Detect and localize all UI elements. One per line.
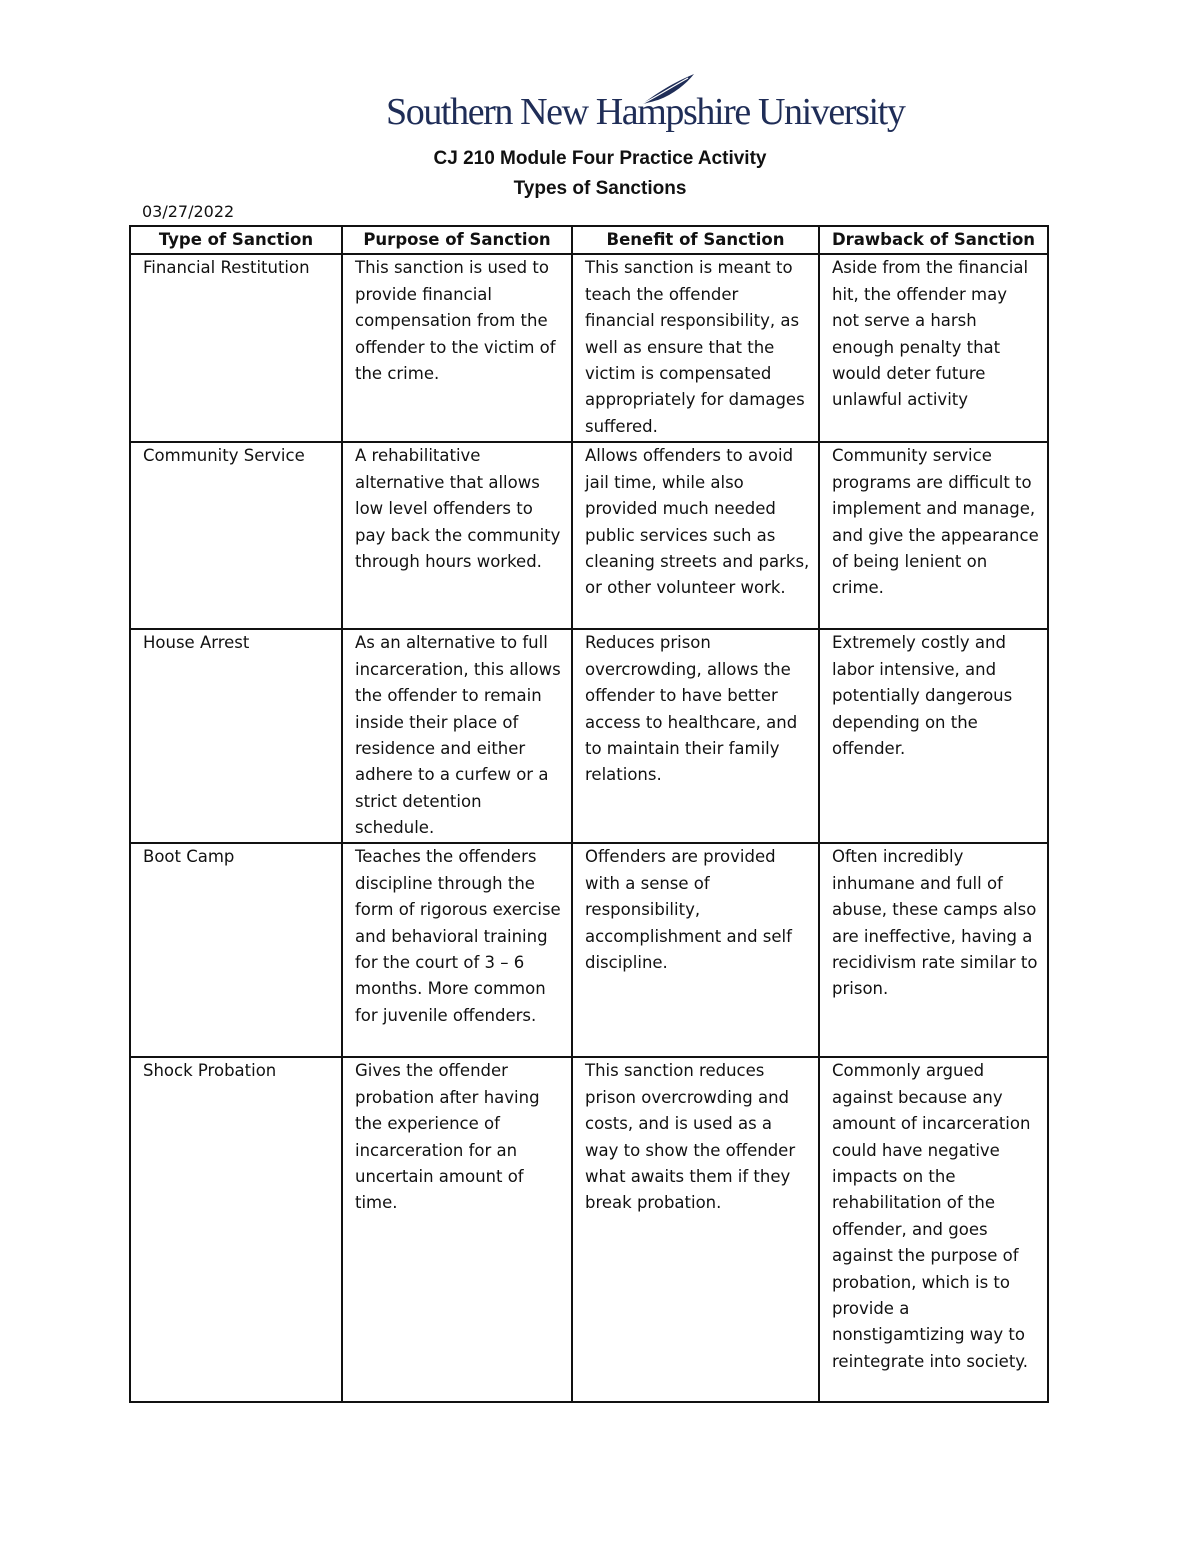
document-date: 03/27/2022 [142,202,235,221]
table-row [130,843,1048,1057]
table-row [130,1057,1048,1402]
cell-type: Community Service [130,442,342,629]
university-logo [386,72,905,136]
cell-purpose: This sanction is used to provide financial compensation from the offender to the victim of the crime. [342,254,572,442]
cell-purpose: Teaches the offenders discipline through the form of rigorous exercise and behavioral training for the court of 3 – 6 months. More common for juvenile offenders. [342,843,572,1057]
cell-benefit: This sanction is meant to teach the offender financial responsibility, as well as ensure that the victim is compensated appropriately for damages suffered. [572,254,819,442]
cell-type: Financial Restitution [130,254,342,442]
page-subtitle: Types of Sanctions [513,178,687,199]
cell-benefit: Allows offenders to avoid jail time, while also provided much needed public services such as cleaning streets and parks, or other volunteer work. [572,442,819,629]
header-purpose: Purpose of Sanction [342,226,572,254]
header-type: Type of Sanction [130,226,342,254]
cell-type: Shock Probation [130,1057,342,1402]
university-name: Southern New Hampshire University [386,91,905,133]
cell-benefit: Reduces prison overcrowding, allows the offender to have better access to healthcare, and to maintain their family relations. [572,629,819,843]
cell-type: Boot Camp [130,843,342,1057]
cell-drawback: Aside from the financial hit, the offender may not serve a harsh enough penalty that would deter future unlawful activity [819,254,1048,442]
cell-drawback: Community service programs are difficult to implement and manage, and give the appearance of being lenient on crime. [819,442,1048,629]
table-row [130,442,1048,629]
cell-type: House Arrest [130,629,342,843]
cell-benefit: Offenders are provided with a sense of responsibility, accomplishment and self discipline. [572,843,819,1057]
header-drawback: Drawback of Sanction [819,226,1048,254]
table-row [130,629,1048,843]
cell-drawback: Extremely costly and labor intensive, and potentially dangerous depending on the offender. [819,629,1048,843]
page-title: CJ 210 Module Four Practice Activity [433,148,767,169]
cell-benefit: This sanction reduces prison overcrowding and costs, and is used as a way to show the offender what awaits them if they break probation. [572,1057,819,1402]
cell-purpose: Gives the offender probation after having the experience of incarceration for an uncertain amount of time. [342,1057,572,1402]
table-header-row [130,226,1048,254]
title-block [0,144,1200,204]
cell-purpose: As an alternative to full incarceration, this allows the offender to remain inside their place of residence and either adhere to a curfew or a strict detention schedule. [342,629,572,843]
header-benefit: Benefit of Sanction [572,226,819,254]
cell-purpose: A rehabilitative alternative that allows low level offenders to pay back the community through hours worked. [342,442,572,629]
cell-drawback: Often incredibly inhumane and full of abuse, these camps also are ineffective, having a recidivism rate similar to prison. [819,843,1048,1057]
table-row [130,254,1048,442]
sanctions-table [129,225,1049,1403]
cell-drawback: Commonly argued against because any amount of incarceration could have negative impacts on the rehabilitation of the offender, and goes against the purpose of probation, which is to provide a nonstigamtizing way to reintegrate into society. [819,1057,1048,1402]
